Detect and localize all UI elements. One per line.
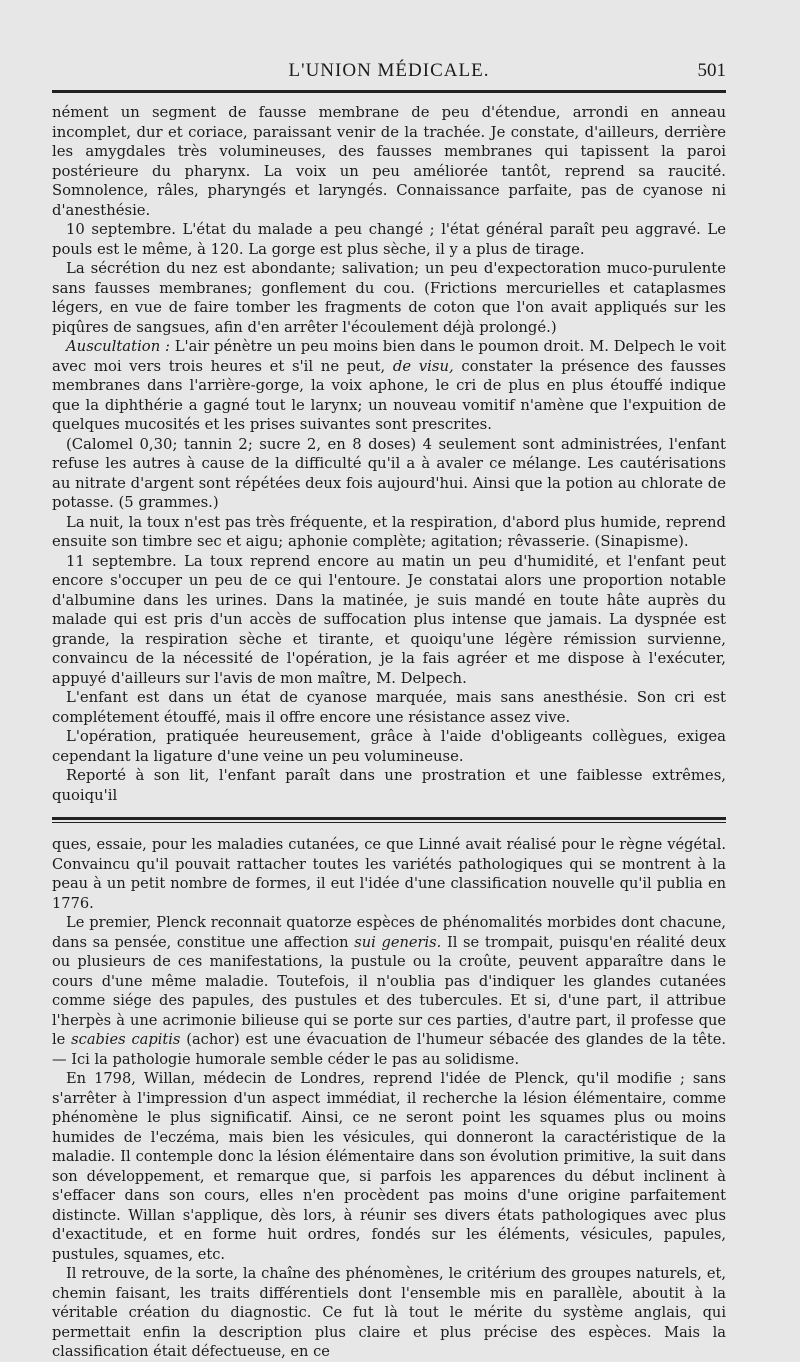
paragraph-text: constater la présence des fausses membranes dans l'arrière-gorge, la voix aphone, le cri de plus en plus étouffé indique que la diphthérie a gagné tout le larynx; un nouveau vomitif n'amène que l'expuition de quelques mucosités et les prises suivantes sont prescrites. (52, 357, 726, 433)
header-rule (52, 90, 726, 93)
feuilleton-text (52, 835, 726, 1362)
paragraph: En 1798, Willan, médecin de Londres, reprend l'idée de Plenck, qu'il modifie ; sans s'arrêter à l'impression d'un aspect immédiat, il recherche la lésion élémentaire, comme phénomène le plus significatif. Ainsi, ce ne seront point les squames plus ou moins humides de l'eczéma, mais bien les vésicules, qui donneront la caractéristique de la maladie. Il contemple donc la lésion élémentaire dans son évolution primitive, la suit dans son développement, et remarque que, si parfois les apparences du début inclinent à s'effacer dans son cours, elles n'en procèdent pas moins d'une origine parfaitement distincte. Willan s'applique, dès lors, à réunir ses divers états pathologiques avec plus d'exactitude, et en forme huit ordres, fondés sur les éléments, vésicules, papules, pustules, squames, etc. (52, 1070, 726, 1263)
paragraph-text: L'air pénètre un peu moins bien dans le poumon droit. M. Delpech le voit avec moi vers trois heures et s'il ne peut, (52, 338, 726, 375)
paragraph-text: (achor) est une évacuation de l'humeur sébacée des glandes de la tête. — Ici la pathologie humorale semble céder le pas au solidisme. (52, 1031, 726, 1068)
paragraph: nément un segment de fausse membrane de peu d'étendue, arrondi en anneau incomplet, dur et coriace, paraissant venir de la trachée. Je constate, d'ailleurs, derrière les amygdales très volumineuses, des fausses membranes qui tapissent la paroi postérieure du pharynx. La voix un peu améliorée tantôt, reprend sa raucité. Somnolence, râles, pharyngés et laryngés. Connaissance parfaite, pas de cyanose ni d'anesthésie. (52, 104, 726, 219)
paragraph: La sécrétion du nez est abondante; salivation; un peu d'expectoration muco-purulente sans fausses membranes; gonflement du cou. (Frictions mercurielles et cataplasmes légers, en vue de faire tomber les fragments de coton que l'on avait appliqués sur les piqûres de sangsues, afin d'en arrêter l'écoulement déjà prolongé.) (52, 260, 726, 336)
section-lead: Auscultation : (66, 338, 170, 355)
paragraph (52, 337, 726, 435)
separator-thin-rule (52, 822, 726, 823)
paragraph: 10 septembre. L'état du malade a peu changé ; l'état général paraît peu aggravé. Le pouls est le même, à 120. La gorge est plus sèche, il y a plus de tirage. (52, 221, 726, 258)
paragraph: (Calomel 0,30; tannin 2; sucre 2, en 8 doses) 4 seulement sont administrées, l'enfant refuse les autres à cause de la difficulté qu'il a à avaler ce mélange. Les cautérisations au nitrate d'argent sont répétées deux fois aujourd'hui. Ainsi que la potion au chlorate de potasse. (5 grammes.) (52, 435, 726, 511)
emphasis: de visu, (392, 357, 454, 375)
emphasis: sui generis. (354, 933, 442, 951)
separator-thick-rule (52, 817, 726, 820)
paragraph: Il retrouve, de la sorte, la chaîne des phénomènes, le critérium des groupes naturels, et, chemin faisant, les traits différentiels dont l'ensemble mis en parallèle, aboutit à la véritable création du diagnostic. Ce fut là tout le mérite du système anglais, qui permettait enfin la description plus claire et plus précise des espèces. Mais la classification était défectueuse, en ce (52, 1265, 726, 1360)
paragraph-text: Le premier, Plenck reconnait quatorze espèces de phénomalités morbides dont chacune, dans sa pensée, constitue une affection (52, 914, 726, 951)
paragraph: ques, essaie, pour les maladies cutanées, ce que Linné avait réalisé pour le règne végétal. Convaincu qu'il pouvait rattacher toutes les variétés pathologiques qui se montrent à la peau à un petit nombre de formes, il eut l'idée d'une classification nouvelle qu'il publia en 1776. (52, 836, 726, 912)
paragraph: L'enfant est dans un état de cyanose marquée, mais sans anesthésie. Son cri est complétement étouffé, mais il offre encore une résistance assez vive. (52, 689, 726, 726)
paragraph-text: Il se trompait, puisqu'en réalité deux ou plusieurs de ces manifestations, la pustule ou la croûte, peuvent apparaître dans le cours d'une même maladie. Toutefois, il n'oublia pas d'indiquer les glandes cutanées comme siége des papules, des pustules et des tubercules. Et si, d'une part, il attribue l'herpès à une acrimonie bilieuse qui se porte sur ces parties, d'autre part, il professe que le (52, 933, 727, 1048)
paragraph (52, 913, 726, 1069)
page-number: 501 (697, 60, 726, 81)
paragraph: Reporté à son lit, l'enfant paraît dans une prostration et une faiblesse extrêmes, quoiqu'il (52, 767, 726, 804)
emphasis: scabies capitis (71, 1031, 181, 1048)
paragraph: L'opération, pratiquée heureusement, grâce à l'aide d'obligeants collègues, exigea cependant la ligature d'une veine un peu volumineuse. (52, 728, 726, 765)
running-title: L'UNION MÉDICALE. (288, 60, 490, 81)
main-text (52, 103, 726, 805)
paragraph: La nuit, la toux n'est pas très fréquente, et la respiration, d'abord plus humide, reprend ensuite son timbre sec et aigu; aphonie complète; agitation; rêvasserie. (Sinapisme). (52, 513, 726, 550)
paragraph: 11 septembre. La toux reprend encore au matin un peu d'humidité, et l'enfant peut encore s'occuper un peu de ce qui l'entoure. Je constatai alors une proportion notable d'albumine dans les urines. Dans la matinée, je suis mandé en toute hâte auprès du malade qui est pris d'un accès de suffocation plus intense que jamais. La dyspnée est grande, la respiration sèche et tirante, et quoiqu'une légère rémission survienne, convaincu de la nécessité de l'opération, je la fais agréer et me dispose à l'exécuter, appuyé d'ailleurs sur l'avis de mon maître, M. Delpech. (52, 552, 726, 687)
feuilleton-separator (52, 817, 726, 823)
page-header (52, 60, 726, 88)
